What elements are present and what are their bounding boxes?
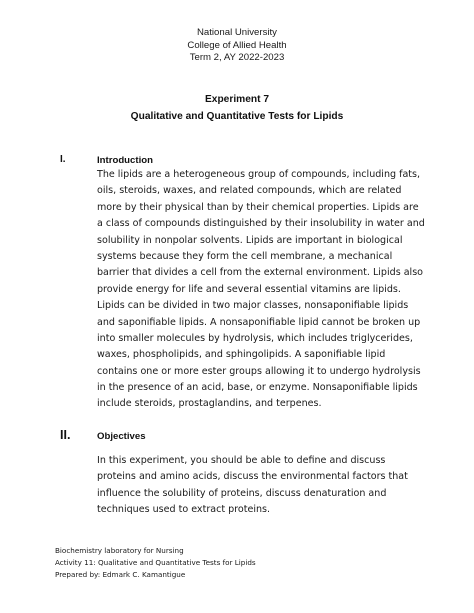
paragraph-line: proteins and amino acids, discuss the environmental factors that <box>97 471 408 483</box>
experiment-number: Experiment 7 <box>205 94 269 105</box>
paragraph-line: Lipids can be divided in two major classes, nonsaponifiable lipids <box>97 300 409 312</box>
paragraph-line: into smaller molecules by hydrolysis, which includes triglycerides, <box>97 332 413 344</box>
paragraph-line: include steroids, prostaglandins, and terpenes. <box>97 398 322 410</box>
paragraph-line: techniques used to extract proteins. <box>97 504 271 516</box>
paragraph-line: in the presence of an acid, base, or enzyme. Nonsaponifiable lipids <box>97 382 418 394</box>
paragraph-line: solubility in nonpolar solvents. Lipids are important in biological <box>97 234 403 246</box>
paragraph-line: systems because they form the cell membrane, a mechanical <box>97 250 393 262</box>
paragraph-line: influence the solubility of proteins, discuss denaturation and <box>97 487 387 499</box>
footer-course: Biochemistry laboratory for Nursing <box>55 546 184 555</box>
section-number-objectives: II. <box>60 428 71 442</box>
paragraph-line: and saponifiable lipids. A nonsaponifiable lipid cannot be broken up <box>97 316 421 328</box>
paragraph-line: oils, steroids, waxes, and related compounds, which are related <box>97 185 402 197</box>
page-footer <box>55 545 256 581</box>
university-name: National University <box>197 27 277 38</box>
objectives-paragraph <box>97 453 427 519</box>
section-heading-introduction: Introduction <box>97 155 153 166</box>
term-label: Term 2, AY 2022-2023 <box>189 52 285 63</box>
paragraph-line: a class of compounds distinguished by their insolubility in water and <box>97 218 425 230</box>
college-name: College of Allied Health <box>187 39 287 51</box>
experiment-title: Qualitative and Quantitative Tests for Lipids <box>130 111 344 122</box>
footer-activity: Activity 11: Qualitative and Quantitative Tests for Lipids <box>55 558 256 567</box>
paragraph-line: The lipids are a heterogeneous group of compounds, including fats, <box>97 169 421 180</box>
paragraph-line: more by their physical than by their chemical properties. Lipids are <box>97 201 419 213</box>
paragraph-line: contains one or more ester groups allowing it to undergo hydrolysis <box>97 365 421 377</box>
paragraph-line: provide energy for life and several essential vitamins are lipids. <box>97 283 401 295</box>
paragraph-line: In this experiment, you should be able to define and discuss <box>97 455 386 466</box>
section-heading-objectives: Objectives <box>97 431 146 442</box>
footer-author: Prepared by: Edmark C. Kamantigue <box>55 570 186 579</box>
paragraph-line: waxes, phospholipids, and sphingolipids. A saponifiable lipid <box>97 349 386 361</box>
section-number-introduction: I. <box>60 154 66 165</box>
introduction-paragraph <box>97 167 427 413</box>
paragraph-line: barrier that divides a cell from the external environment. Lipids also <box>97 267 424 279</box>
